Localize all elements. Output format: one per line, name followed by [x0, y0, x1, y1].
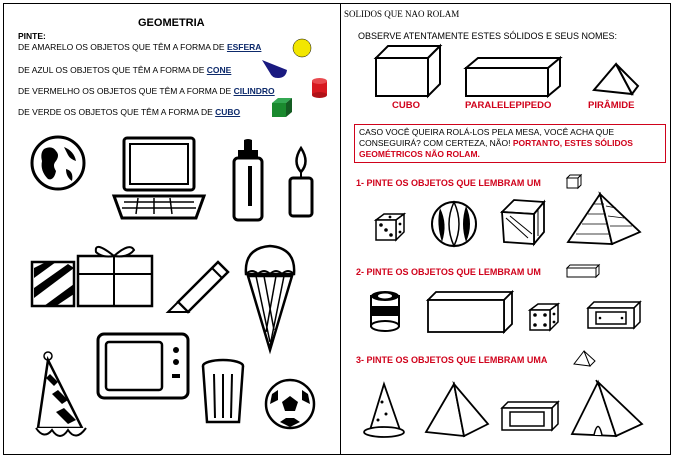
- party-hat-icon: [34, 350, 94, 446]
- egyptian-pyramid-icon: [566, 192, 642, 248]
- matchbox-icon: [586, 300, 642, 330]
- small-box-icon: [566, 264, 600, 278]
- keyword-cubo: CUBO: [215, 107, 241, 117]
- question-2: [356, 267, 541, 277]
- blue-cone-icon: [260, 58, 290, 82]
- instruction-line-2: [18, 65, 231, 75]
- pyramid-q3-icon: [424, 382, 490, 438]
- keyword-esfera: ESFERA: [226, 42, 262, 52]
- pyramid-solid-icon: [592, 62, 640, 96]
- red-cylinder-icon: [310, 77, 330, 99]
- keyword-cilindro: CILINDRO: [233, 86, 275, 96]
- observe-text: OBSERVE ATENTAMENTE ESTES SÓLIDOS E SEUS NOMES:: [358, 31, 618, 41]
- beach-ball-icon: [430, 200, 478, 248]
- soccer-ball-icon: [264, 378, 316, 430]
- keyword-cone: CONE: [206, 65, 232, 75]
- tin-can-icon: [368, 290, 402, 332]
- instruction-line-4: [18, 107, 240, 117]
- matchbox-q3-icon: [500, 400, 560, 434]
- note-text: CASO VOCÊ QUEIRA ROLÁ-LOS PELA MESA, VOCÊ ACHA QUE CONSEGUIRÁ? COM CERTEZA, NÃO!: [359, 127, 615, 148]
- question-1: [356, 178, 541, 188]
- shoe-box-icon: [426, 290, 514, 334]
- tent-icon: [570, 378, 646, 440]
- column-divider: [340, 3, 341, 455]
- line-4-text: DE VERDE OS OBJETOS QUE TÊM A FORMA DE: [18, 107, 213, 117]
- line-2-text: DE AZUL OS OBJETOS QUE TÊM A FORMA DE: [18, 65, 205, 75]
- question-1-text: 1- PINTE OS OBJETOS QUE LEMBRAM UM: [356, 178, 541, 188]
- question-3-text: 3- PINTE OS OBJETOS QUE LEMBRAM UMA: [356, 355, 548, 365]
- note-box: [354, 124, 666, 163]
- instruction-line-3: [18, 86, 275, 96]
- instruction-line-1: [18, 42, 261, 52]
- label-cubo: CUBO: [392, 100, 420, 111]
- gift-boxes-icon: [30, 238, 160, 318]
- dice-pair-icon: [528, 302, 562, 332]
- question-2-text: 2- PINTE OS OBJETOS QUE LEMBRAM UM: [356, 267, 541, 277]
- baby-bottle-icon: [228, 138, 268, 224]
- globe-icon: [30, 135, 86, 191]
- pencil-icon: [166, 252, 236, 312]
- witch-hat-icon: [362, 382, 406, 442]
- microwave-oven-icon: [96, 330, 192, 404]
- line-1-text: DE AMARELO OS OBJETOS QUE TÊM A FORMA DE: [18, 42, 225, 52]
- right-title: SOLIDOS QUE NAO ROLAM: [344, 9, 460, 19]
- crystal-cube-icon: [498, 198, 548, 248]
- cube-solid-icon: [374, 44, 444, 98]
- small-pyramid-icon: [572, 350, 596, 368]
- question-3: [356, 355, 547, 365]
- paralelepipedo-solid-icon: [464, 56, 564, 98]
- trash-can-icon: [200, 358, 246, 428]
- line-3-text: DE VERMELHO OS OBJETOS QUE TÊM A FORMA DE: [18, 86, 232, 96]
- label-paralelepipedo: PARALELEPIPEDO: [465, 100, 552, 111]
- label-piramide: PIRÂMIDE: [588, 100, 635, 111]
- note-highlight: PORTANTO, ESTES SÓLIDOS GEOMÉTRICOS NÃO ROLAM.: [359, 138, 633, 159]
- left-title: GEOMETRIA: [138, 17, 205, 29]
- yellow-sphere-icon: [292, 38, 312, 58]
- laptop-computer-icon: [108, 134, 208, 224]
- candle-icon: [284, 146, 318, 220]
- ice-cream-cone-icon: [242, 242, 298, 354]
- small-cube-icon: [566, 174, 582, 189]
- dice-icon: [374, 212, 408, 242]
- green-cube-icon: [270, 97, 294, 119]
- instruction-label: PINTE:: [18, 31, 46, 41]
